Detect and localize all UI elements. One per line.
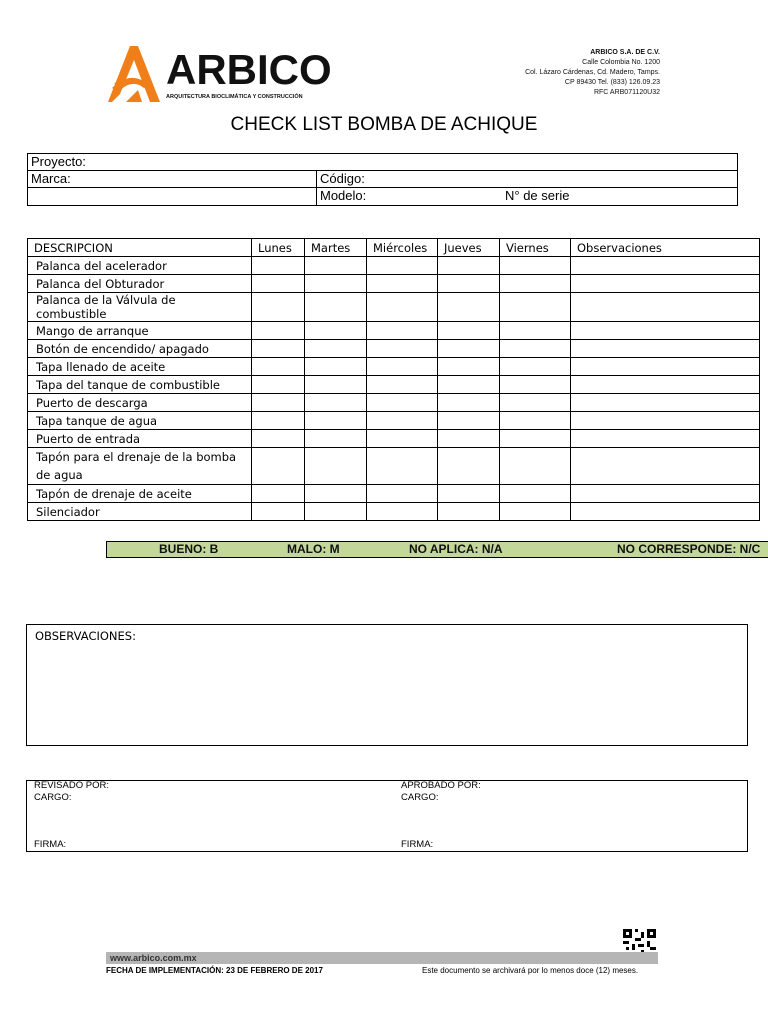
observaciones-box[interactable]	[26, 624, 748, 746]
checklist-cell-viernes[interactable]	[500, 322, 571, 340]
checklist-item-label: Tapa llenado de aceite	[28, 358, 252, 376]
checklist-item-label: Botón de encendido/ apagado	[28, 340, 252, 358]
checklist-item-label: Palanca de la Válvula de combustible	[28, 293, 252, 322]
checklist-header-row	[28, 239, 760, 257]
checklist-cell-lunes[interactable]	[252, 412, 305, 430]
project-info-table	[27, 153, 738, 206]
checklist-row	[28, 430, 760, 448]
checklist-cell-observaciones[interactable]	[571, 376, 760, 394]
checklist-cell-martes[interactable]	[305, 340, 367, 358]
document-title: CHECK LIST BOMBA DE ACHIQUE	[230, 114, 538, 135]
checklist-cell-lunes[interactable]	[252, 503, 305, 521]
checklist-cell-observaciones[interactable]	[571, 257, 760, 275]
observaciones-label: OBSERVACIONES:	[35, 629, 136, 643]
aprobado-label: APROBADO POR:	[401, 780, 481, 791]
col-observaciones: Observaciones	[571, 239, 760, 257]
checklist-cell-lunes[interactable]	[252, 376, 305, 394]
checklist-cell-miercoles[interactable]	[367, 322, 438, 340]
legend-bueno: BUENO: B	[159, 542, 219, 556]
checklist-cell-martes[interactable]	[305, 293, 367, 322]
checklist-cell-martes[interactable]	[305, 257, 367, 275]
checklist-row	[28, 358, 760, 376]
checklist-cell-observaciones[interactable]	[571, 340, 760, 358]
checklist-cell-viernes[interactable]	[500, 376, 571, 394]
checklist-item-label: Mango de arranque	[28, 322, 252, 340]
checklist-cell-miercoles[interactable]	[367, 275, 438, 293]
checklist-cell-observaciones[interactable]	[571, 485, 760, 503]
checklist-cell-martes[interactable]	[305, 485, 367, 503]
checklist-cell-lunes[interactable]	[252, 448, 305, 485]
checklist-cell-observaciones[interactable]	[571, 358, 760, 376]
checklist-item-label: Tapón de drenaje de aceite	[28, 485, 252, 503]
checklist-cell-observaciones[interactable]	[571, 394, 760, 412]
col-martes: Martes	[305, 239, 367, 257]
info-row-proyecto	[28, 154, 737, 171]
arbico-logo-mark-icon	[108, 44, 160, 102]
checklist-row	[28, 275, 760, 293]
checklist-cell-jueves[interactable]	[438, 503, 500, 521]
checklist-cell-martes[interactable]	[305, 376, 367, 394]
rating-legend	[106, 541, 768, 558]
checklist-cell-miercoles[interactable]	[367, 257, 438, 275]
checklist-cell-martes[interactable]	[305, 503, 367, 521]
checklist-cell-lunes[interactable]	[252, 257, 305, 275]
checklist-cell-lunes[interactable]	[252, 430, 305, 448]
checklist-cell-miercoles[interactable]	[367, 448, 438, 485]
col-viernes: Viernes	[500, 239, 571, 257]
checklist-item-label: Palanca del Obturador	[28, 275, 252, 293]
checklist-cell-observaciones[interactable]	[571, 430, 760, 448]
checklist-item-label: Tapa tanque de agua	[28, 412, 252, 430]
checklist-cell-martes[interactable]	[305, 275, 367, 293]
firma-left-label: FIRMA:	[34, 839, 67, 850]
checklist-cell-lunes[interactable]	[252, 358, 305, 376]
checklist-cell-viernes[interactable]	[500, 485, 571, 503]
checklist-row	[28, 376, 760, 394]
checklist-cell-viernes[interactable]	[500, 340, 571, 358]
col-descripcion: DESCRIPCION	[28, 239, 252, 257]
marca-field[interactable]: Marca:	[31, 171, 71, 186]
legend-no-corresponde: NO CORRESPONDE: N/C	[617, 542, 761, 556]
signature-box	[26, 780, 748, 852]
checklist-cell-viernes[interactable]	[500, 293, 571, 322]
checklist-cell-martes[interactable]	[305, 394, 367, 412]
checklist-cell-jueves[interactable]	[438, 376, 500, 394]
checklist-cell-jueves[interactable]	[438, 394, 500, 412]
col-lunes: Lunes	[252, 239, 305, 257]
checklist-row	[28, 485, 760, 503]
checklist-cell-jueves[interactable]	[438, 340, 500, 358]
checklist-row	[28, 412, 760, 430]
legend-malo: MALO: M	[287, 542, 340, 556]
company-phone: CP 89430 Tel. (833) 126.09.23	[564, 79, 660, 86]
checklist-cell-miercoles[interactable]	[367, 412, 438, 430]
checklist-cell-miercoles[interactable]	[367, 376, 438, 394]
company-logo	[108, 44, 332, 104]
checklist-cell-miercoles[interactable]	[367, 358, 438, 376]
checklist-cell-observaciones[interactable]	[571, 322, 760, 340]
checklist-item-label: Silenciador	[28, 503, 252, 521]
checklist-row	[28, 322, 760, 340]
checklist-row	[28, 257, 760, 275]
footer-bar	[106, 952, 658, 964]
checklist-cell-viernes[interactable]	[500, 394, 571, 412]
checklist-item-label: Tapa del tanque de combustible	[28, 376, 252, 394]
checklist-cell-lunes[interactable]	[252, 394, 305, 412]
checklist-cell-observaciones[interactable]	[571, 448, 760, 485]
codigo-field[interactable]: Código:	[316, 171, 737, 187]
checklist-row	[28, 394, 760, 412]
checklist-cell-jueves[interactable]	[438, 275, 500, 293]
checklist-cell-viernes[interactable]	[500, 358, 571, 376]
checklist-cell-jueves[interactable]	[438, 322, 500, 340]
checklist-cell-lunes[interactable]	[252, 340, 305, 358]
checklist-cell-miercoles[interactable]	[367, 340, 438, 358]
checklist-item-label: Puerto de descarga	[28, 394, 252, 412]
logo-tagline: ARQUITECTURA BIOCLIMÁTICA Y CONSTRUCCIÓN	[166, 94, 303, 100]
checklist-row	[28, 340, 760, 358]
checklist-cell-jueves[interactable]	[438, 485, 500, 503]
empty-field[interactable]	[28, 188, 316, 205]
checklist-item-label: Puerto de entrada	[28, 430, 252, 448]
checklist-row	[28, 293, 760, 322]
checklist-cell-lunes[interactable]	[252, 275, 305, 293]
checklist-cell-jueves[interactable]	[438, 358, 500, 376]
col-jueves: Jueves	[438, 239, 500, 257]
checklist-cell-lunes[interactable]	[252, 293, 305, 322]
checklist-cell-miercoles[interactable]	[367, 394, 438, 412]
checklist-cell-martes[interactable]	[305, 358, 367, 376]
company-name: ARBICO S.A. DE C.V.	[590, 49, 660, 56]
info-row-modelo	[28, 188, 737, 205]
checklist-cell-miercoles[interactable]	[367, 293, 438, 322]
proyecto-field[interactable]: Proyecto:	[31, 154, 86, 169]
info-row-marca	[28, 171, 737, 188]
checklist-cell-lunes[interactable]	[252, 322, 305, 340]
checklist-cell-observaciones[interactable]	[571, 293, 760, 322]
legend-no-aplica: NO APLICA: N/A	[409, 542, 503, 556]
revisado-label: REVISADO POR:	[34, 780, 109, 791]
implementation-date: FECHA DE IMPLEMENTACIÓN: 23 DE FEBRERO DE 2017	[106, 966, 323, 975]
checklist-cell-miercoles[interactable]	[367, 430, 438, 448]
checklist-cell-viernes[interactable]	[500, 412, 571, 430]
checklist-cell-jueves[interactable]	[438, 448, 500, 485]
archive-note: Este documento se archivará por lo menos doce (12) meses.	[422, 966, 639, 975]
checklist-item-label: Palanca del acelerador	[28, 257, 252, 275]
checklist-cell-jueves[interactable]	[438, 412, 500, 430]
checklist-cell-miercoles[interactable]	[367, 503, 438, 521]
checklist-cell-lunes[interactable]	[252, 485, 305, 503]
checklist-cell-jueves[interactable]	[438, 430, 500, 448]
footer-url-link[interactable]: www.arbico.com.mx	[110, 953, 197, 963]
cargo-left-label: CARGO:	[34, 792, 72, 803]
checklist-cell-miercoles[interactable]	[367, 485, 438, 503]
checklist-cell-jueves[interactable]	[438, 293, 500, 322]
company-rfc: RFC ARB071120U32	[593, 89, 660, 96]
firma-right-label: FIRMA:	[401, 839, 434, 850]
checklist-cell-martes[interactable]	[305, 322, 367, 340]
checklist-cell-observaciones[interactable]	[571, 412, 760, 430]
checklist-cell-martes[interactable]	[305, 448, 367, 485]
checklist-row	[28, 448, 760, 485]
company-colony: Col. Lázaro Cárdenas, Cd. Madero, Tamps.	[525, 69, 660, 76]
checklist-row	[28, 503, 760, 521]
checklist-item-label: Tapón para el drenaje de la bomba de agua	[28, 448, 252, 485]
company-address-block	[525, 48, 660, 98]
checklist-cell-viernes[interactable]	[500, 503, 571, 521]
logo-wordmark: ARBICO	[166, 46, 332, 93]
checklist-cell-martes[interactable]	[305, 412, 367, 430]
checklist-cell-jueves[interactable]	[438, 257, 500, 275]
serie-field[interactable]: N° de serie	[505, 188, 570, 203]
checklist-body	[28, 257, 760, 521]
company-street: Calle Colombia No. 1200	[582, 59, 660, 66]
checklist-cell-viernes[interactable]	[500, 448, 571, 485]
cargo-right-label: CARGO:	[401, 792, 439, 803]
checklist-cell-viernes[interactable]	[500, 257, 571, 275]
checklist-cell-viernes[interactable]	[500, 275, 571, 293]
modelo-field[interactable]: Modelo:	[316, 188, 502, 205]
checklist-table	[27, 238, 760, 521]
checklist-cell-martes[interactable]	[305, 430, 367, 448]
checklist-cell-observaciones[interactable]	[571, 275, 760, 293]
col-miercoles: Miércoles	[367, 239, 438, 257]
checklist-cell-observaciones[interactable]	[571, 503, 760, 521]
checklist-cell-viernes[interactable]	[500, 430, 571, 448]
